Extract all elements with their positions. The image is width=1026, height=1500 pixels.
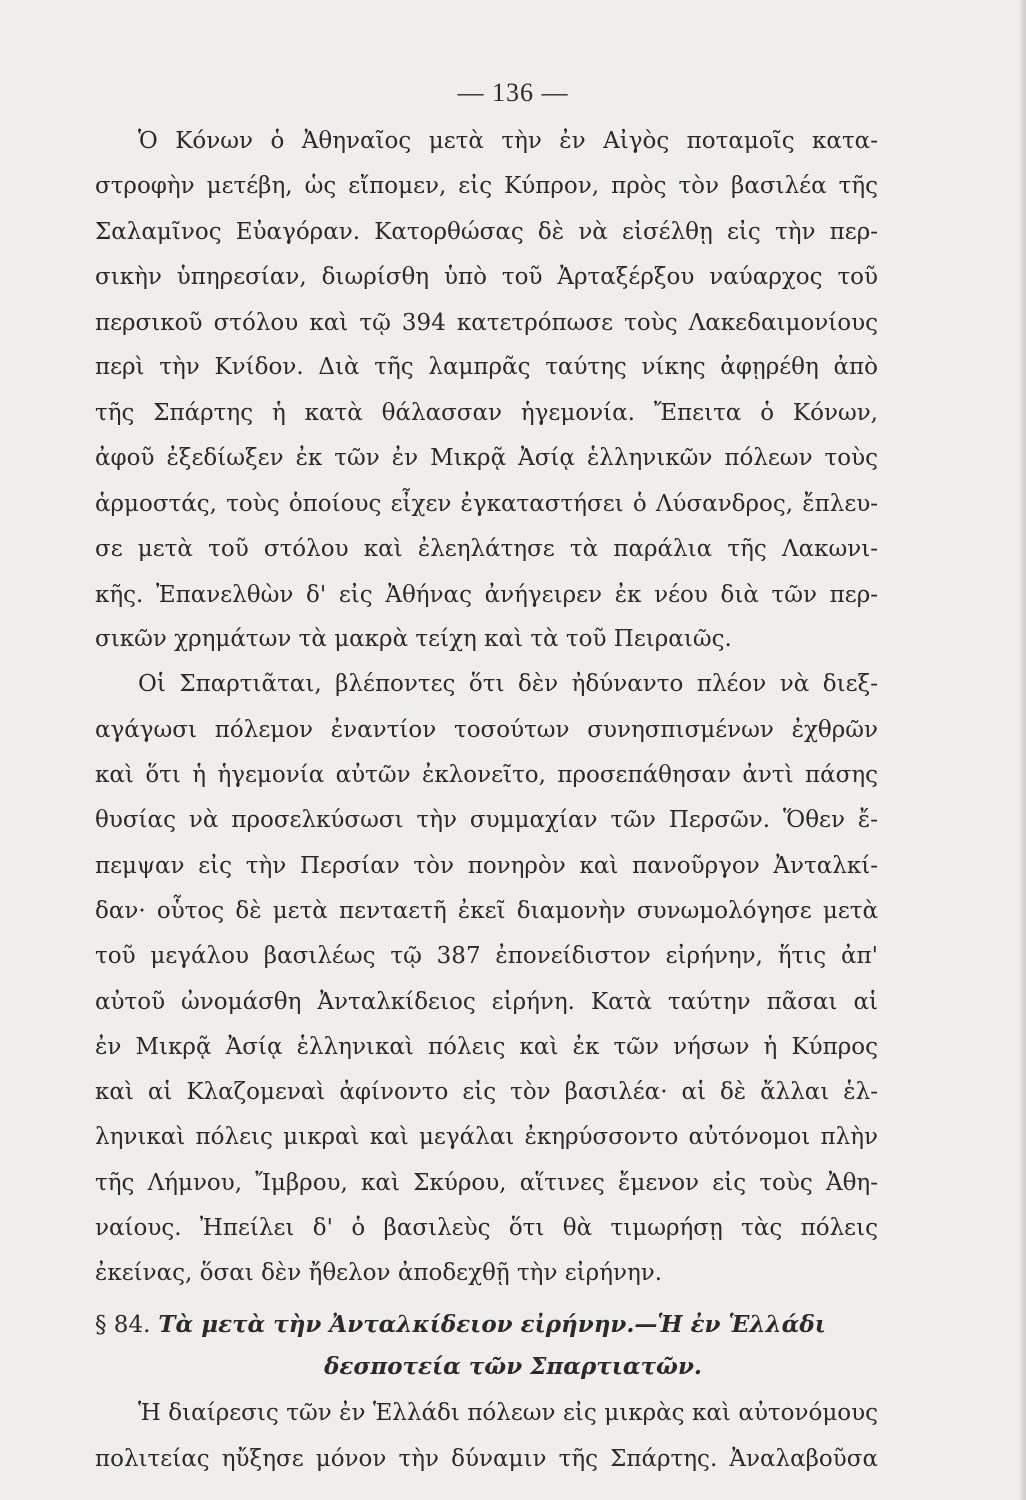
text-line: στροφὴν μετέβη, ὡς εἴπομεν, εἰς Κύπρον, πρὸς τὸν βασιλέα τῆς — [95, 173, 878, 199]
text-line: ἐν Μικρᾷ Ἀσίᾳ ἑλληνικαὶ πόλεις καὶ ἐκ τῶν νήσων ἡ Κύπρος — [95, 1034, 878, 1060]
text-line: Σαλαμῖνος Εὐαγόραν. Κατορθώσας δὲ νὰ εἰσέλθῃ εἰς τὴν περ- — [95, 219, 878, 245]
text-line: πεμψαν εἰς τὴν Περσίαν τὸν πονηρὸν καὶ πανοῦργον Ἀνταλκί- — [95, 853, 878, 879]
text-line: ἐκείνας, ὅσαι δὲν ἤθελον ἀποδεχθῇ τὴν εἰρήνην. — [95, 1260, 663, 1286]
page-edge — [1020, 0, 1026, 1500]
text-line: τῆς Λήμνου, Ἴμβρου, καὶ Σκύρου, αἵτινες ἔμενον εἰς τοὺς Ἀθη- — [95, 1170, 878, 1196]
text-line: αὐτοῦ ὠνομάσθη Ἀνταλκίδειος εἰρήνη. Κατὰ ταύτην πᾶσαι αἱ — [95, 989, 878, 1015]
text-line: κῆς. Ἐπανελθὼν δ' εἰς Ἀθήνας ἀνήγειρεν ἐκ νέου διὰ τῶν περ- — [95, 582, 878, 608]
section-heading-line1: Τὰ μετὰ τὴν Ἀνταλκίδειον εἰρήνην.—Ἡ ἐν Ἑλλάδι — [158, 1311, 826, 1338]
text-line: ἁρμοστάς, τοὺς ὁποίους εἶχεν ἐγκαταστήσει ὁ Λύσανδρος, ἔπλευ- — [95, 491, 878, 517]
text-line: θυσίας νὰ προσελκύσωσι τὴν συμμαχίαν τῶν Περσῶν. Ὅθεν ἔ- — [95, 807, 878, 833]
text-line: Οἱ Σπαρτιᾶται, βλέποντες ὅτι δὲν ἠδύναντο πλέον νὰ διεξ- — [138, 671, 878, 697]
text-line: ναίους. Ἠπείλει δ' ὁ βασιλεὺς ὅτι θὰ τιμωρήσῃ τὰς πόλεις — [95, 1215, 878, 1241]
text-line: σε μετὰ τοῦ στόλου καὶ ἐλεηλάτησε τὰ παράλια τῆς Λακωνι- — [95, 536, 878, 562]
text-line: ἀφοῦ ἐξεδίωξεν ἐκ τῶν ἐν Μικρᾷ Ἀσίᾳ ἑλληνικῶν πόλεων τοὺς — [95, 445, 878, 471]
text-line: καὶ αἱ Κλαζομεναὶ ἀφίνοντο εἰς τὸν βασιλέα· αἱ δὲ ἄλλαι ἑλ- — [95, 1079, 878, 1105]
text-line: ληνικαὶ πόλεις μικραὶ καὶ μεγάλαι ἐκηρύσσοντο αὐτόνομοι πλὴν — [95, 1124, 878, 1150]
page-number: — 136 — — [457, 78, 569, 107]
section-heading-line2: δεσποτεία τῶν Σπαρτιατῶν. — [324, 1353, 702, 1380]
section-number: § 84. — [95, 1312, 151, 1338]
text-line: Ἡ διαίρεσις τῶν ἐν Ἑλλάδι πόλεων εἰς μικρὰς καὶ αὐτονόμους — [138, 1400, 878, 1426]
text-line: περσικοῦ στόλου καὶ τῷ 394 κατετρόπωσε τοὺς Λακεδαιμονίους — [95, 310, 878, 336]
text-line: καὶ ὅτι ἡ ἡγεμονία αὐτῶν ἐκλονεῖτο, προσεπάθησαν ἀντὶ πάσης — [95, 762, 878, 788]
text-line: σικῶν χρημάτων τὰ μακρὰ τείχη καὶ τὰ τοῦ Πειραιῶς. — [95, 626, 732, 652]
text-line: περὶ τὴν Κνίδον. Διὰ τῆς λαμπρᾶς ταύτης νίκης ἀφῃρέθη ἀπὸ — [95, 354, 878, 380]
text-line: αγάγωσι πόλεμον ἐναντίον τοσούτων συνησπισμένων ἐχθρῶν — [95, 717, 878, 743]
text-line: σικὴν ὑπηρεσίαν, διωρίσθη ὑπὸ τοῦ Ἀρταξέρξου ναύαρχος τοῦ — [95, 264, 878, 290]
text-line: Ὁ Κόνων ὁ Ἀθηναῖος μετὰ τὴν ἐν Αἰγὸς ποταμοῖς κατα- — [138, 128, 878, 154]
section-heading — [95, 1312, 878, 1338]
text-line: δαν· οὗτος δὲ μετὰ πενταετῆ ἐκεῖ διαμονὴν συνωμολόγησε μετὰ — [95, 898, 878, 924]
text-line: πολιτείας ηὔξησε μόνον τὴν δύναμιν τῆς Σπάρτης. Ἀναλαβοῦσα — [95, 1446, 878, 1472]
text-line: τῆς Σπάρτης ἡ κατὰ θάλασσαν ἡγεμονία. Ἔπειτα ὁ Κόνων, — [95, 400, 878, 426]
text-line: τοῦ μεγάλου βασιλέως τῷ 387 ἐπονείδιστον εἰρήνην, ἥτις ἀπ' — [95, 943, 878, 969]
